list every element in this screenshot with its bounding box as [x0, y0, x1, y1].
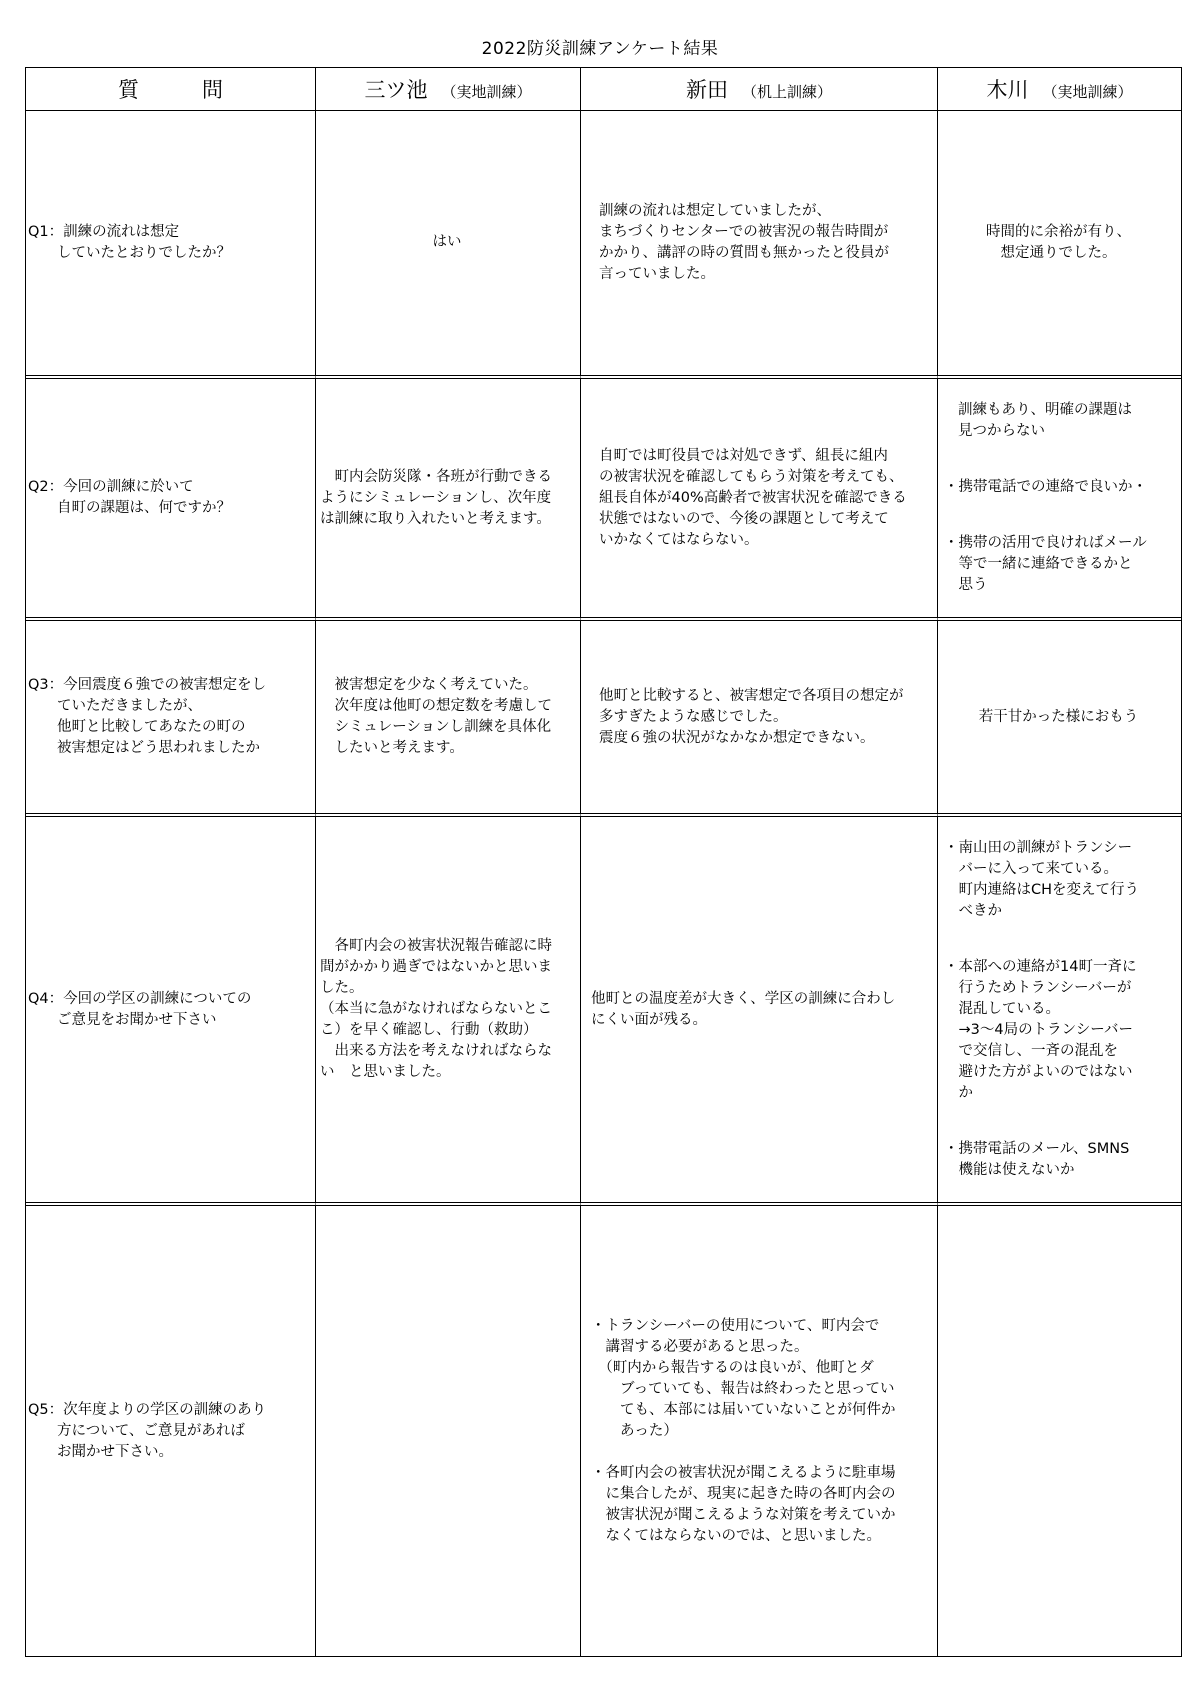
table-row-q3 — [26, 621, 1181, 817]
question-text: Q3：今回震度６強での被害想定をし ていただきましたが、 他町と比較してあなたの町の 被害想定はどう思われましたか — [28, 677, 267, 757]
answer-nitta — [581, 379, 938, 621]
answer-text: 被害想定を少なく考えていた。 次年度は他町の想定数を考慮して シミュレーションし訓練を具体化 したいと考えます。 — [334, 677, 552, 757]
header-mitsuike-name: 三ツ池 — [364, 78, 428, 102]
answer-text: ・トランシーバーの使用について、町内会で 講習する必要があると思った。 （町内から報告するのは良いが、他町とダ ブっていても、報告は終わったと思ってい ても、本部には届いていないことが何件か あった） ・各町内会の被害状況が聞こえるように駐車場 に集合したが、現実に起きた時の各町内会の 被害状況が聞こえるような対策を考えていか なくてはならないのでは、と思いました。 — [591, 1317, 896, 1544]
answer-text: 他町と比較すると、被害想定で各項目の想定が 多すぎたような感じでした。 震度６強の状況がなかなか想定できない。 — [599, 687, 904, 746]
answer-text: 訓練の流れは想定していましたが、 まちづくりセンターでの被害況の報告時間が かかり、講評の時の質問も無かったと役員が 言っていました。 — [599, 202, 889, 283]
table-row-q2 — [26, 379, 1181, 621]
table-row-q1 — [26, 111, 1181, 379]
question-cell — [26, 1206, 316, 1656]
answer-mitsuike — [316, 1206, 581, 1656]
header-kigawa — [938, 68, 1181, 111]
table-row-q5 — [26, 1206, 1181, 1656]
answer-nitta — [581, 1206, 938, 1656]
question-text: Q4：今回の学区の訓練についての ご意見をお聞かせ下さい — [28, 990, 252, 1028]
header-nitta-name: 新田 — [685, 78, 728, 102]
survey-table — [25, 67, 1182, 1657]
answer-kigawa — [938, 379, 1181, 621]
answer-mitsuike — [316, 817, 581, 1206]
question-cell — [26, 817, 316, 1206]
header-nitta-sub: （机上訓練） — [741, 83, 832, 101]
header-kigawa-name: 木川 — [986, 78, 1029, 102]
question-cell — [26, 379, 316, 621]
answer-mitsuike — [316, 621, 581, 817]
answer-text: 町内会防災隊・各班が行動できる ようにシミュレーションし、次年度 は訓練に取り入れたいと考えます。 — [320, 468, 552, 527]
answer-kigawa — [938, 621, 1181, 817]
answer-kigawa — [938, 111, 1181, 379]
table-row-q4 — [26, 817, 1181, 1206]
answer-text: 各町内会の被害状況報告確認に時 間がかかり過ぎではないかと思いま した。 （本当に急がなければならないとこ こ）を早く確認し、行動（救助） 出来る方法を考えなければならな い と思いました。 — [320, 938, 552, 1081]
answer-text: ・携帯の活用で良ければメール 等で一緒に連絡できるかと 思う — [944, 535, 1147, 594]
answer-kigawa — [938, 1206, 1181, 1656]
answer-nitta — [581, 111, 938, 379]
header-kigawa-sub: （実地訓練） — [1042, 83, 1133, 101]
answer-mitsuike — [316, 111, 581, 379]
answer-nitta — [581, 621, 938, 817]
answer-text: 自町では町役員では対処できず、組長に組内 の被害状況を確認してもらう対策を考えても、 組長自体が40%高齢者で被害状況を確認できる 状態ではないので、今後の課題として考えて いかなくてはならない。 — [599, 447, 907, 548]
question-text: Q1：訓練の流れは想定 していたとおりでしたか？ — [28, 223, 231, 261]
answer-text: ・本部への連絡が14町一斉に 行うためトランシーバーが 混乱している。 →3～4局のトランシーバー で交信し、一斉の混乱を 避けた方がよいのではない か — [944, 959, 1137, 1102]
question-cell — [26, 621, 316, 817]
answer-kigawa — [938, 817, 1181, 1206]
header-mitsuike-sub: （実地訓練） — [441, 83, 532, 101]
answer-nitta — [581, 817, 938, 1206]
header-mitsuike — [316, 68, 581, 111]
page-title: 2022防災訓練アンケート結果 — [481, 39, 719, 59]
answer-text: はい — [432, 234, 462, 251]
question-text: Q5：次年度よりの学区の訓練のあり 方について、ご意見があれば お聞かせ下さい。 — [28, 1401, 267, 1460]
header-question — [26, 68, 316, 111]
answer-text: 他町との温度差が大きく、学区の訓練に合わし にくい面が残る。 — [591, 990, 896, 1028]
answer-text: 若干甘かった様におもう — [978, 708, 1139, 725]
answer-text: ・携帯電話での連絡で良いか・ — [944, 479, 1147, 496]
header-row — [26, 68, 1181, 111]
question-text: Q2：今回の訓練に於いて 自町の課題は、何ですか？ — [28, 479, 231, 517]
answer-text: ・南山田の訓練がトランシー バーに入って来ている。 町内連絡はCHを変えて行う べきか — [944, 840, 1140, 920]
answer-mitsuike — [316, 379, 581, 621]
answer-text: ・携帯電話のメール、SMNS 機能は使えないか — [944, 1141, 1130, 1179]
header-question-label: 質 問 — [118, 78, 223, 102]
header-nitta — [581, 68, 938, 111]
question-cell — [26, 111, 316, 379]
answer-text: 訓練もあり、明確の課題は 見つからない — [958, 402, 1132, 440]
answer-text: 時間的に余裕が有り、 想定通りでした。 — [986, 223, 1131, 261]
